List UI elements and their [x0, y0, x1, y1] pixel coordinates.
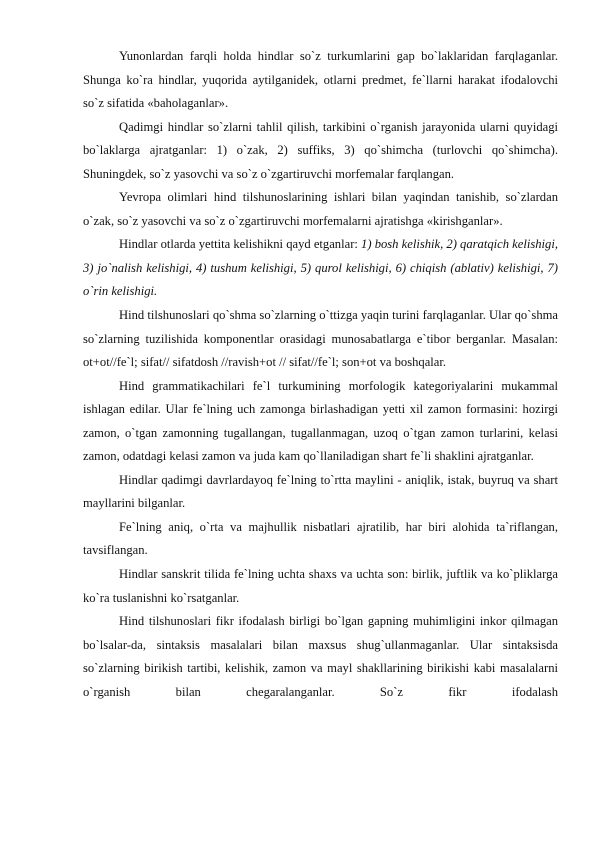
paragraph-3: [83, 186, 558, 233]
paragraph-8: [83, 516, 558, 563]
paragraph-3-text: Yevropa olimlari hind tilshunoslarining ishlari bilan yaqindan tanishib, so`zlardan o`zak, so`z yasovchi va so`z o`zgartiruvchi morfemalarni ajratishga «kirishganlar».: [83, 190, 558, 228]
paragraph-10: [83, 610, 558, 704]
paragraph-5: [83, 304, 558, 375]
paragraph-8-text: Fe`lning aniq, o`rta va majhullik nisbatlari ajratilib, har biri alohida ta`riflangan, tavsiflangan.: [83, 519, 558, 558]
paragraph-7-text: Hindlar qadimgi davrlardayoq fe`lning to`rtta maylini - aniqlik, istak, buyruq va shart mayllarini bilganlar.: [83, 472, 558, 511]
paragraph-7: [83, 469, 558, 516]
paragraph-4: [83, 233, 558, 304]
paragraph-2-text: Qadimgi hindlar so`zlarni tahlil qilish, tarkibini o`rganish jarayonida ularni quyidagi bo`laklarga ajratganlar: 1) o`zak, 2) suffiks, 3) qo`shimcha (turlovchi qo`shimcha). Shuningdek, so`z yasovchi va so`z o`zgartiruvchi morfemalar farqlangan.: [83, 119, 558, 181]
paragraph-6: [83, 375, 558, 469]
paragraph-2: [83, 116, 558, 187]
document-page: [83, 45, 558, 704]
paragraph-1-text: Yunonlardan farqli holda hindlar so`z turkumlarini gap bo`laklaridan farqlaganlar. Shunga ko`ra hindlar, yuqorida aytilganidek, otlarni predmet, fe`llarni harakat ifodalovchi so`z sifatida «baholaganlar».: [83, 49, 558, 111]
paragraph-4-italic-text: 1) bosh kelishik, 2) qaratqich kelishigi, 3) jo`nalish kelishigi, 4) tushum kelishigi, 5) qurol kelishigi, 6) chiqish (ablativ) kelishigi, 7) o`rin kelishigi.: [83, 237, 558, 299]
paragraph-5-text: Hind tilshunoslari qo`shma so`zlarning o`ttizga yaqin turini farqlaganlar. Ular qo`shma so`zlarning tuzilishida komponentlar orasidagi munosabatlarga e`tibor berganlar. Masalan: ot+ot//fe`l; sifat// sifatdosh //ravish+ot // sifat//fe`l; son+ot va boshqalar.: [83, 308, 558, 370]
paragraph-6-text: Hind grammatikachilari fe`l turkumining morfologik kategoriyalarini mukammal ishlagan edilar. Ular fe`lning uch zamonga birlashadigan yetti xil zamon formasini: hozirgi zamon, o`tgan zamonning tugallangan, tugallanmagan, uzoq o`tgan zamon turlarini, kelasi zamon, odatdagi kelasi zamon va juda kam qo`llaniladigan shart fe`li shaklini ajratganlar.: [83, 378, 558, 464]
paragraph-9: [83, 563, 558, 610]
paragraph-1: [83, 45, 558, 116]
paragraph-4-text: Hindlar otlarda yettita kelishikni qayd etganlar:: [119, 237, 362, 252]
paragraph-9-text: Hindlar sanskrit tilida fe`lning uchta shaxs va uchta son: birlik, juftlik va ko`pliklarga ko`ra tuslanishni ko`rsatganlar.: [83, 567, 558, 605]
paragraph-10-text: Hind tilshunoslari fikr ifodalash birligi bo`lgan gapning muhimligini inkor qilmagan bo`lsalar-da, sintaksis masalalari bilan maxsus shug`ullanmaganlar. Ular sintaksisda so`zlarning birikish tartibi, kelishik, zamon va mayl shakllarining birikishi kabi masalalarni o`rganish bilan chegaralanganlar. So`z fikr ifodalash: [83, 614, 558, 699]
